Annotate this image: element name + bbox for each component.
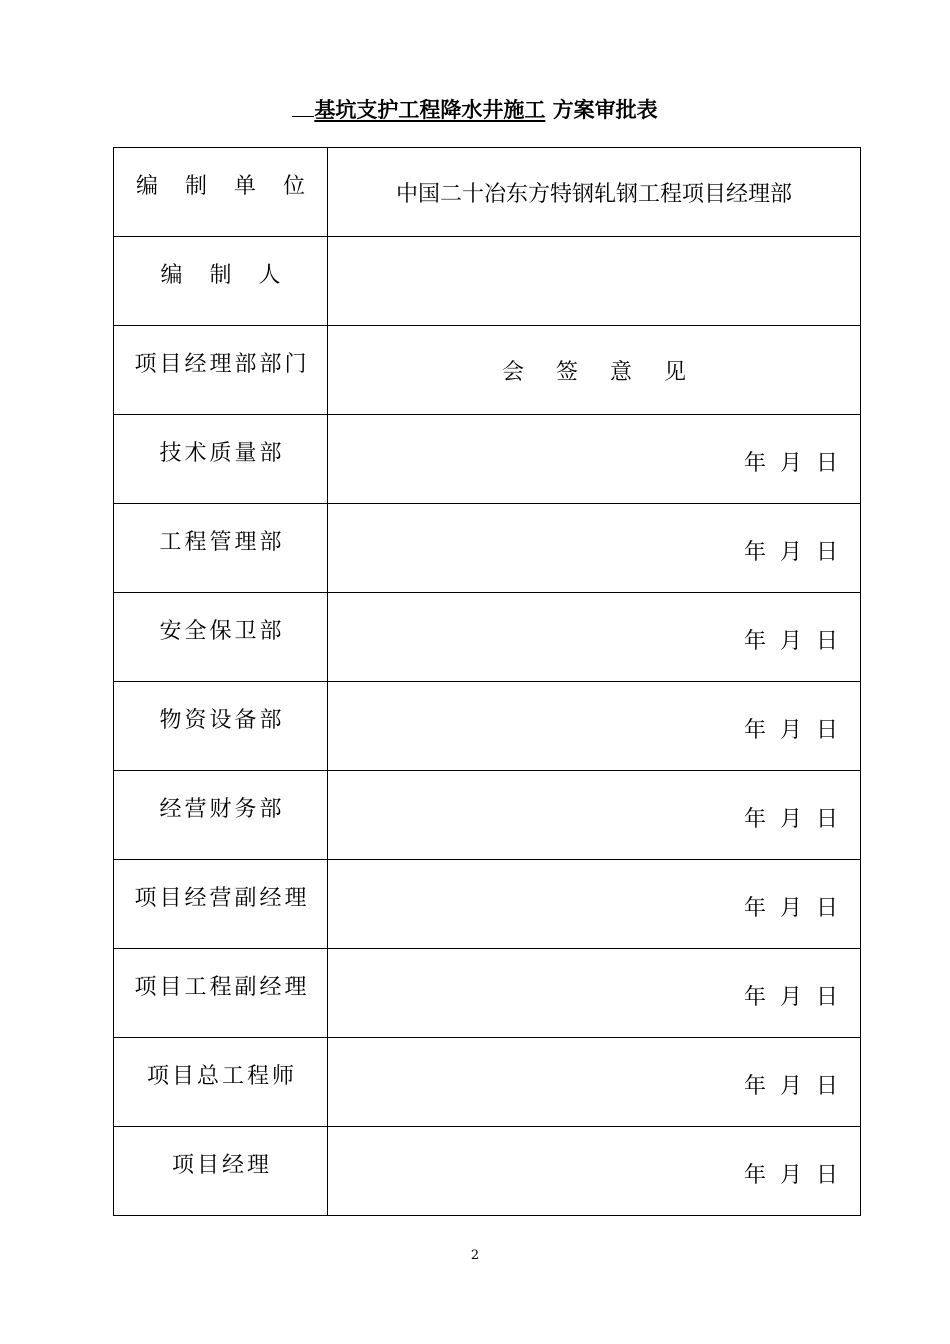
author-label-cell — [114, 237, 328, 326]
table-row — [114, 1038, 861, 1127]
department-name-cell — [114, 504, 328, 593]
date-label: 年月日 — [743, 896, 852, 921]
department-name-cell — [114, 1038, 328, 1127]
signature-cell — [328, 504, 861, 593]
header-label: 项目经理部部门 — [134, 352, 310, 377]
date-label: 年月日 — [743, 540, 852, 565]
table-row — [114, 415, 861, 504]
department-name: 物资设备部 — [159, 708, 285, 733]
page-number: 2 — [470, 1248, 480, 1263]
department-name: 经营财务部 — [159, 797, 285, 822]
signature-cell — [328, 415, 861, 504]
department-name: 项目工程副经理 — [134, 975, 310, 1000]
department-name: 项目总工程师 — [146, 1064, 297, 1089]
table-row — [114, 949, 861, 1038]
table-row — [114, 771, 861, 860]
department-name: 技术质量部 — [159, 441, 285, 466]
date-label: 年月日 — [743, 985, 852, 1010]
date-label: 年月日 — [743, 1163, 852, 1188]
department-name: 项目经营副经理 — [134, 886, 310, 911]
signature-cell — [328, 771, 861, 860]
title-rest-part: 方案审批表 — [545, 98, 658, 122]
table-row-author — [114, 237, 861, 326]
author-value-cell — [328, 237, 861, 326]
table-row — [114, 593, 861, 682]
table-row — [114, 682, 861, 771]
date-label: 年月日 — [743, 1074, 852, 1099]
table-row — [114, 504, 861, 593]
unit-value-cell: 中国二十冶东方特钢轧钢工程项目经理部 — [328, 148, 861, 237]
date-label: 年月日 — [743, 718, 852, 743]
department-name-cell — [114, 949, 328, 1038]
date-label: 年月日 — [743, 629, 852, 654]
header-label-cell — [114, 326, 328, 415]
document-title — [0, 92, 950, 126]
table-row-unit — [114, 148, 861, 237]
approval-table — [113, 147, 861, 1216]
opinion-header-cell: 会签意见 — [328, 326, 861, 415]
department-name: 项目经理 — [171, 1153, 272, 1178]
author-label: 编 制 人 — [160, 263, 291, 288]
date-label: 年月日 — [743, 451, 852, 476]
unit-label-cell — [114, 148, 328, 237]
department-name-cell — [114, 860, 328, 949]
table-row — [114, 1127, 861, 1216]
department-name: 安全保卫部 — [159, 619, 285, 644]
department-name: 工程管理部 — [159, 530, 285, 555]
department-name-cell — [114, 682, 328, 771]
table-row-header — [114, 326, 861, 415]
table-row — [114, 860, 861, 949]
title-underlined-part: 基坑支护工程降水井施工 — [314, 98, 546, 122]
signature-cell — [328, 949, 861, 1038]
department-name-cell — [114, 1127, 328, 1216]
signature-cell — [328, 1038, 861, 1127]
unit-label: 编 制 单 位 — [136, 174, 315, 199]
title-underline-lead — [292, 92, 314, 117]
signature-cell — [328, 682, 861, 771]
signature-cell — [328, 593, 861, 682]
date-label: 年月日 — [743, 807, 852, 832]
department-name-cell — [114, 415, 328, 504]
signature-cell — [328, 860, 861, 949]
signature-cell — [328, 1127, 861, 1216]
department-name-cell — [114, 771, 328, 860]
department-name-cell — [114, 593, 328, 682]
